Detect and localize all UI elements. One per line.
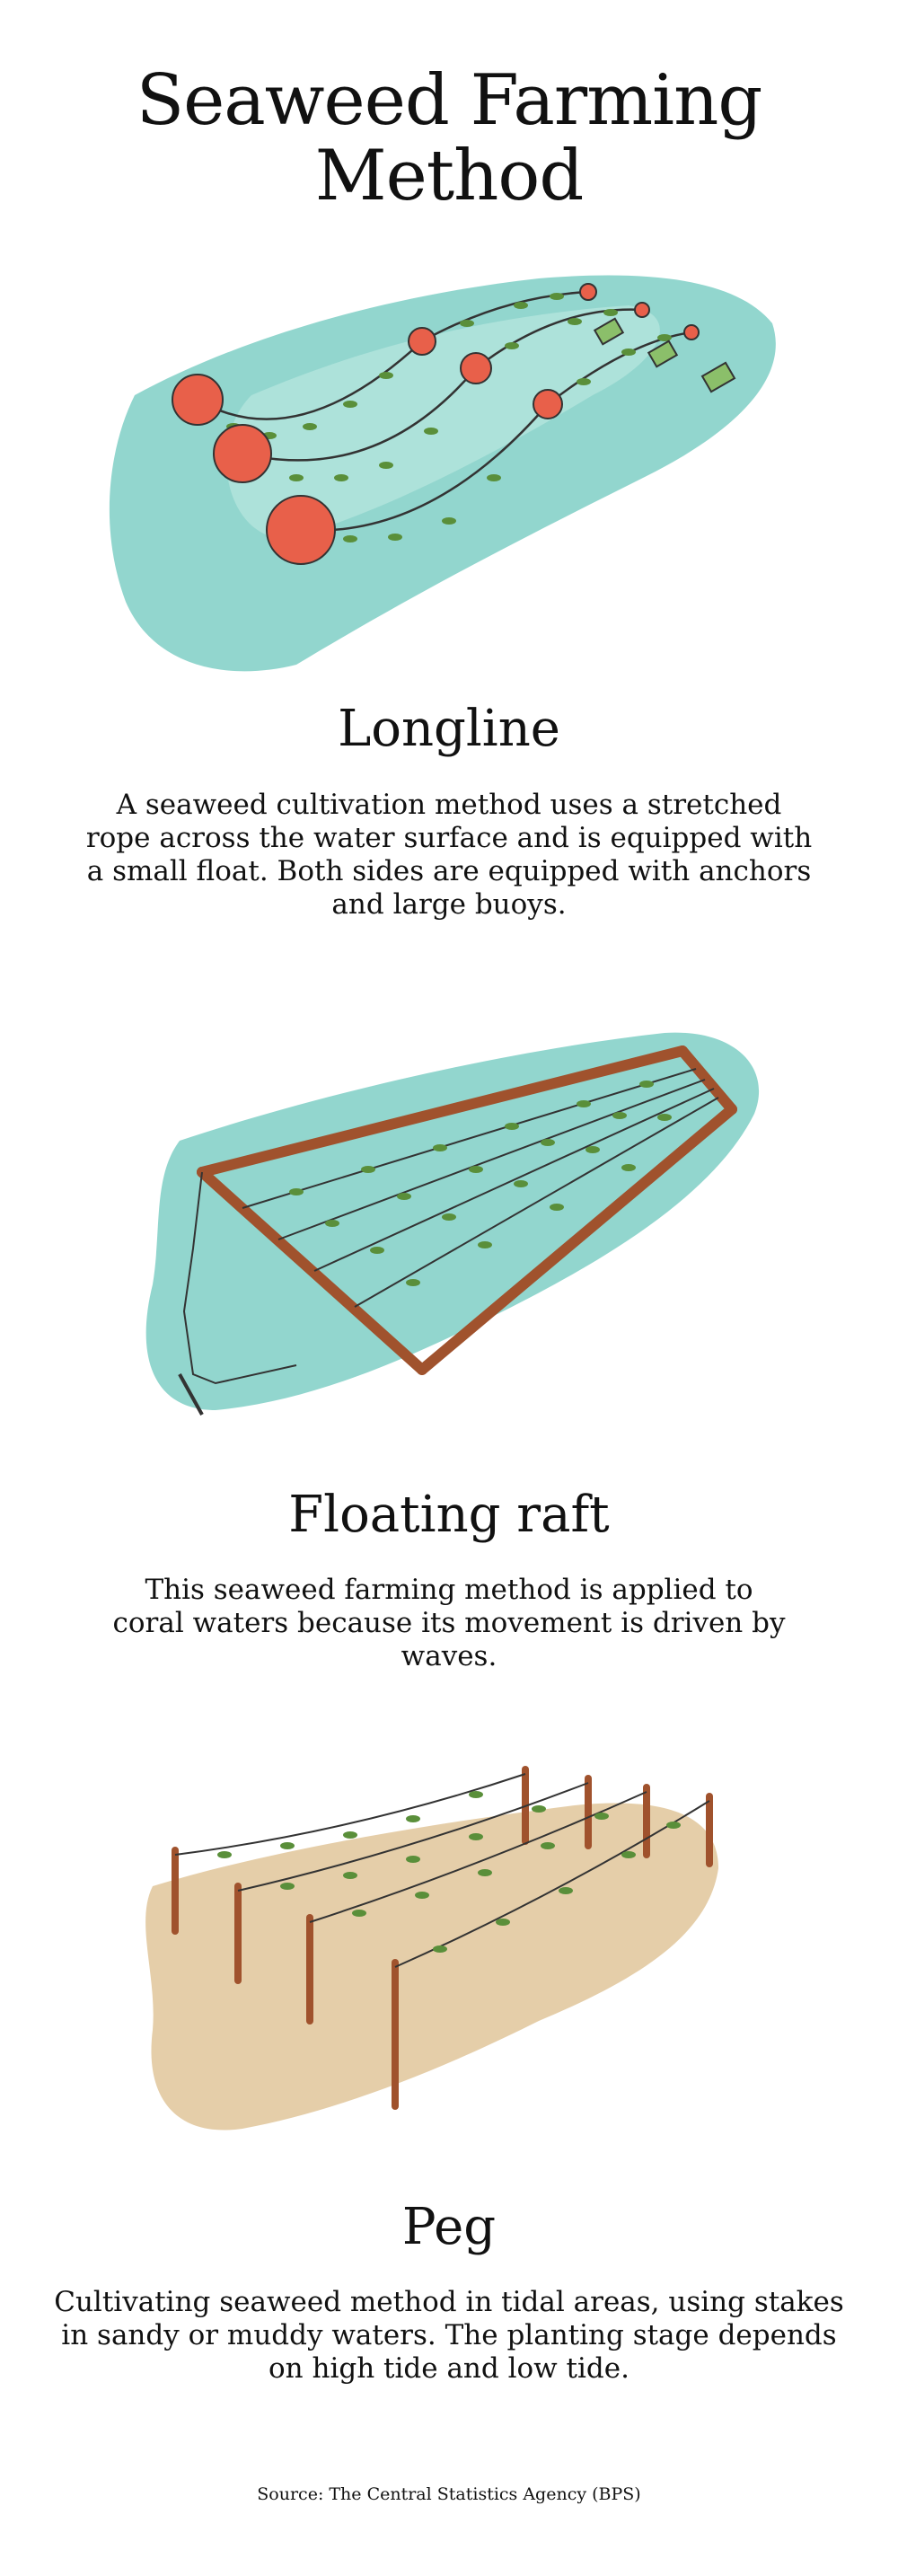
section-heading-peg: Peg xyxy=(401,2198,497,2256)
peg-illustration xyxy=(0,1742,898,2156)
title-line-2: Method xyxy=(314,136,584,216)
section-body-longline: A seaweed cultivation method uses a stretched rope across the water surface and is equipped with a small float. Both sides are equipped with anchors and large buoys. xyxy=(85,789,813,921)
section-heading-longline: Longline xyxy=(338,700,560,758)
source-note: Source: The Central Statistics Agency (BPS) xyxy=(257,2484,641,2504)
small-float-2 xyxy=(461,353,491,384)
section-body-peg: Cultivating seaweed method in tidal areas, using stakes in sandy or muddy waters. The planting stage depends on high tide and low tide. xyxy=(54,2286,844,2385)
title-line-1: Seaweed Farming xyxy=(136,60,762,141)
longline-illustration xyxy=(0,243,898,692)
large-buoy-1 xyxy=(172,375,223,425)
section-body-floating-raft: This seaweed farming method is applied to coral waters because its movement is driven by waves. xyxy=(112,1574,786,1672)
floating-raft-illustration xyxy=(0,1015,898,1446)
small-float-6 xyxy=(684,325,699,340)
page-title xyxy=(0,60,898,216)
water-patch xyxy=(146,1033,759,1410)
small-float-3 xyxy=(533,390,562,419)
small-float-5 xyxy=(635,303,649,317)
section-heading-floating-raft: Floating raft xyxy=(288,1486,610,1544)
large-buoy-2 xyxy=(214,425,271,482)
small-float-1 xyxy=(409,328,436,355)
large-buoy-3 xyxy=(267,496,335,564)
small-float-4 xyxy=(580,284,596,300)
